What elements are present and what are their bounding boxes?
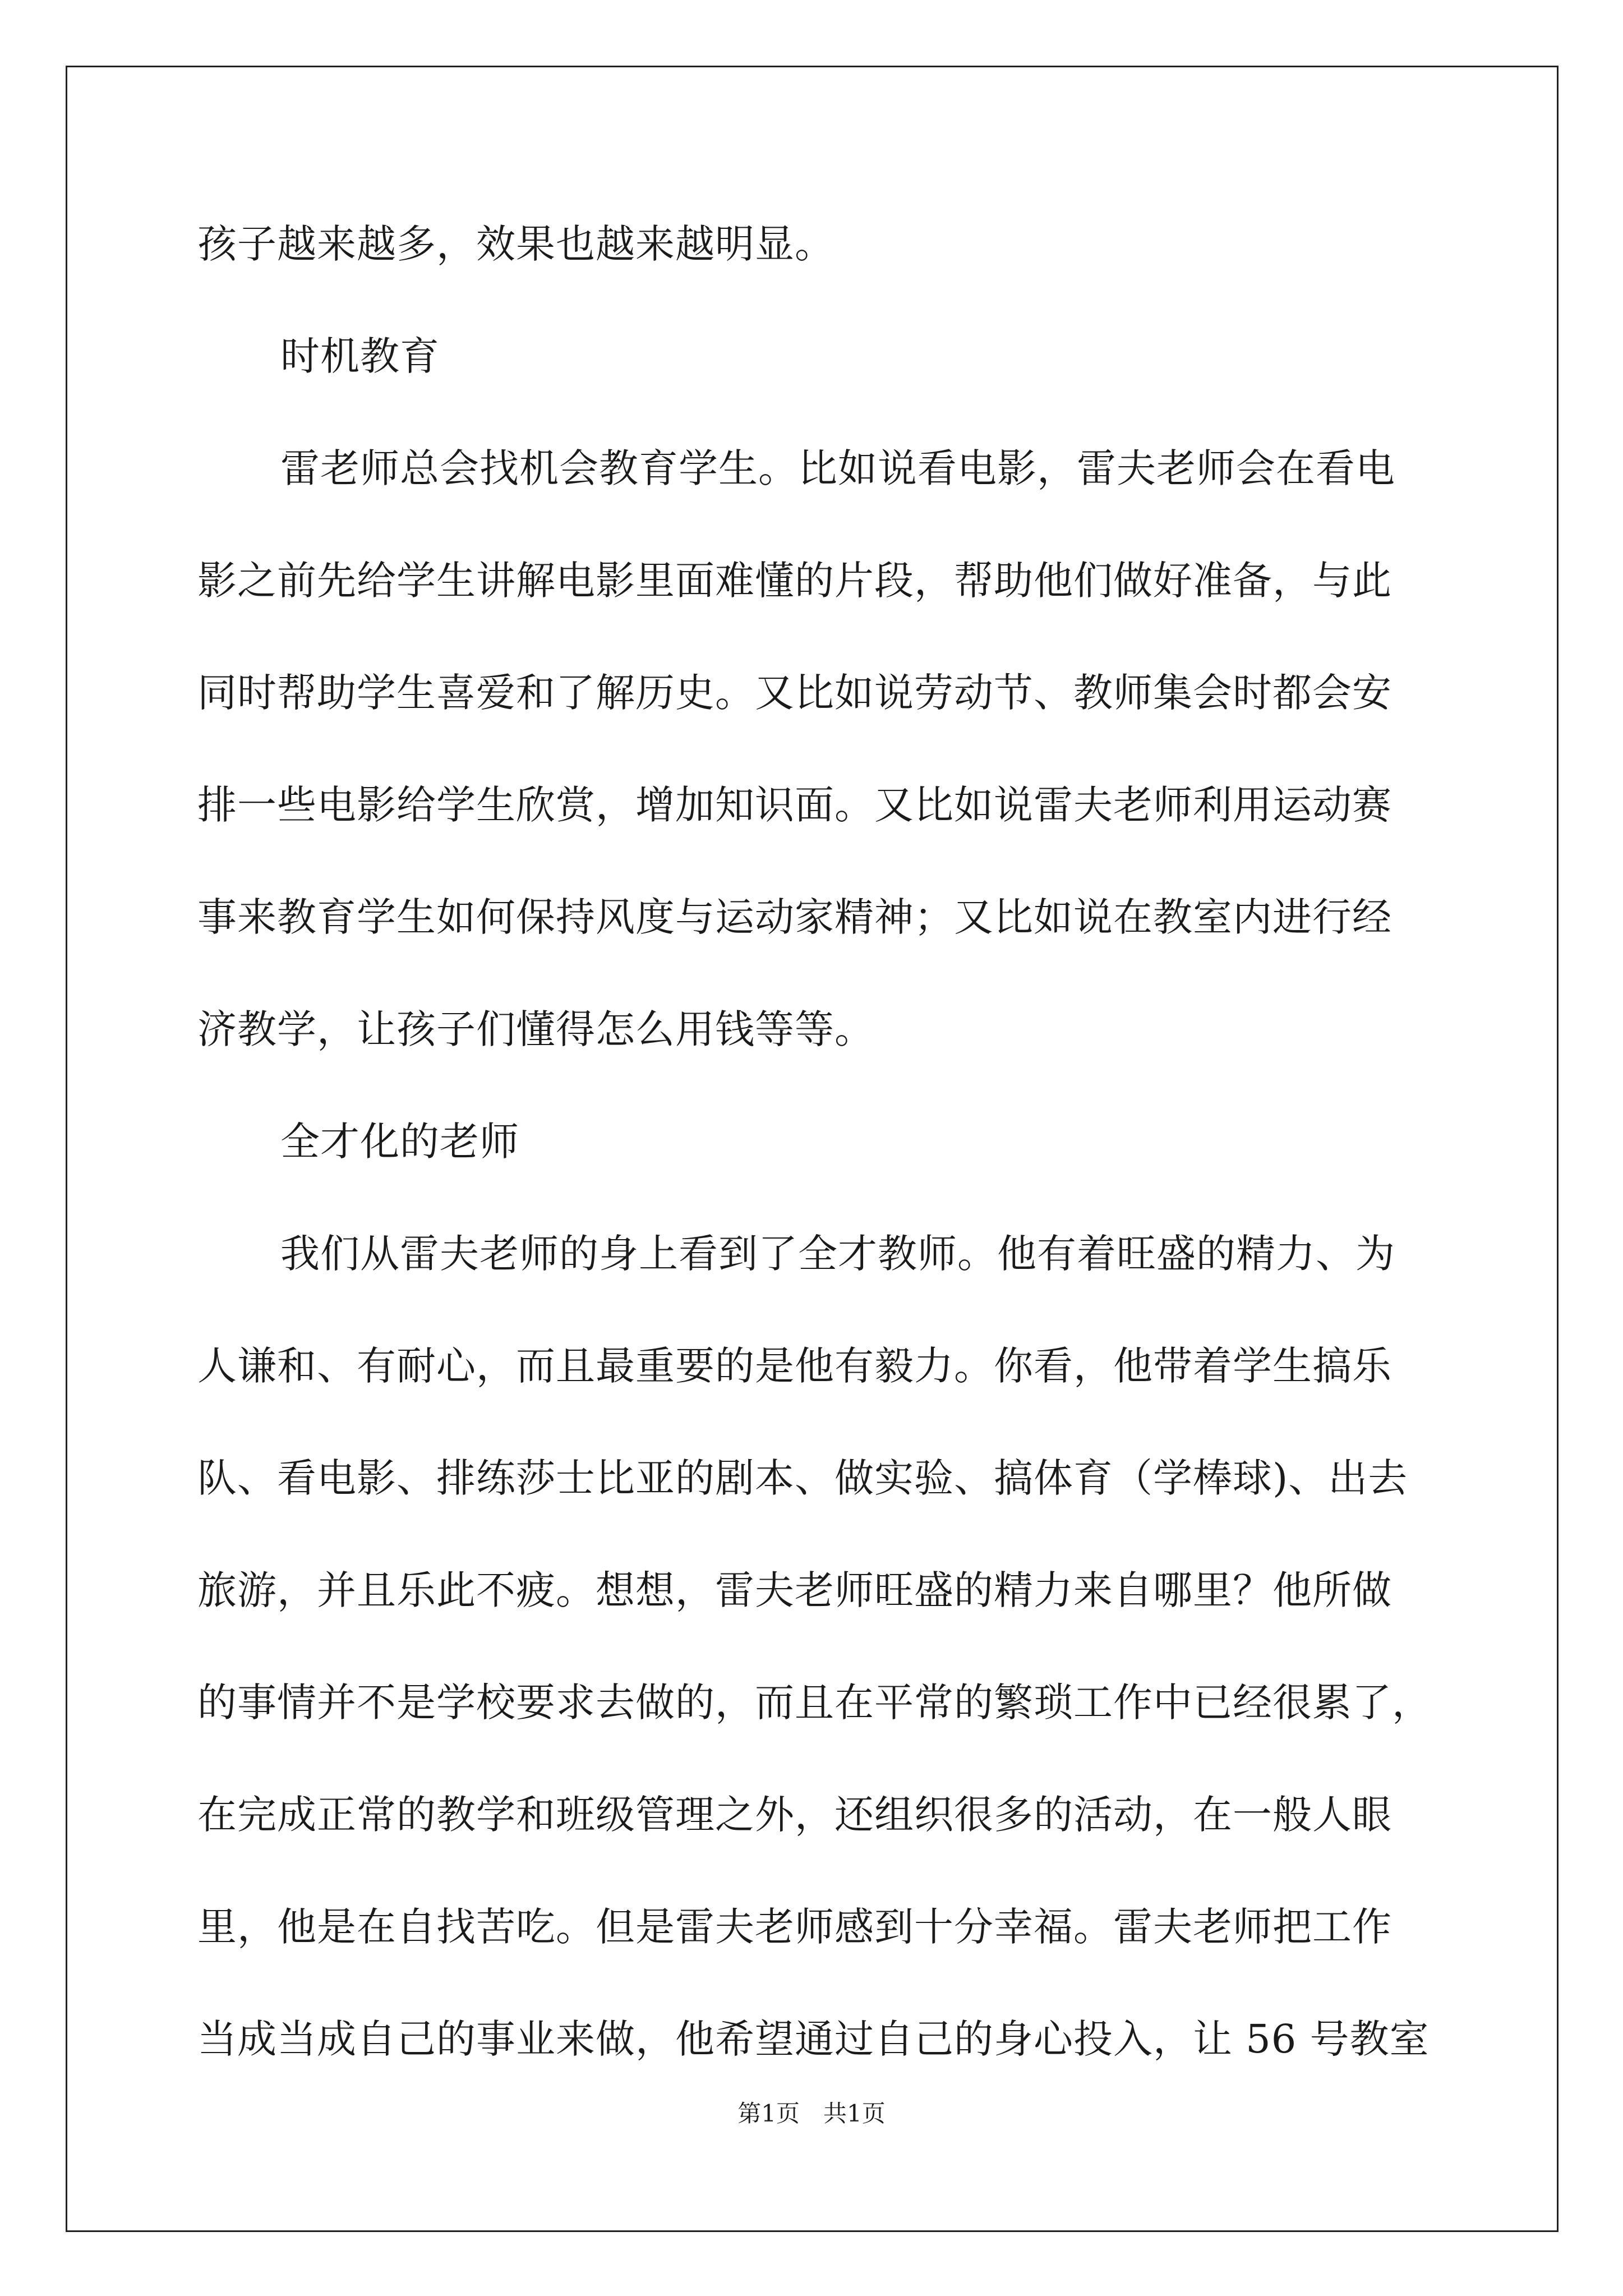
section-heading: 全才化的老师: [280, 1119, 519, 1165]
paragraph-line: 我们从雷夫老师的身上看到了全才教师。他有着旺盛的精力、为: [280, 1231, 1395, 1277]
paragraph-line: 当成当成自己的事业来做，他希望通过自己的身心投入，让 56 号教室: [197, 2016, 1430, 2062]
paragraph-line: 队、看电影、排练莎士比亚的剧本、做实验、搞体育（学棒球)、出去: [197, 1455, 1408, 1501]
page-number: 第1页 共1页: [737, 2100, 886, 2127]
paragraph-line: 事来教育学生如何保持风度与运动家精神；又比如说在教室内进行经: [197, 894, 1392, 940]
paragraph-line: 排一些电影给学生欣赏，增加知识面。又比如说雷夫老师利用运动赛: [197, 782, 1392, 828]
paragraph-line: 在完成正常的教学和班级管理之外，还组织很多的活动，在一般人眼: [197, 1792, 1392, 1838]
paragraph-line: 雷老师总会找机会教育学生。比如说看电影，雷夫老师会在看电: [280, 445, 1395, 491]
paragraph-line: 里，他是在自找苦吃。但是雷夫老师感到十分幸福。雷夫老师把工作: [197, 1904, 1392, 1950]
paragraph-line: 人谦和、有耐心，而且最重要的是他有毅力。你看，他带着学生搞乐: [197, 1343, 1392, 1389]
paragraph-line: 的事情并不是学校要求去做的，而且在平常的繁琐工作中已经很累了，: [197, 1680, 1432, 1726]
paragraph-line: 济教学，让孩子们懂得怎么用钱等等。: [197, 1006, 874, 1052]
paragraph-line: 同时帮助学生喜爱和了解历史。又比如说劳动节、教师集会时都会安: [197, 670, 1392, 716]
section-heading: 时机教育: [280, 333, 440, 379]
paragraph-line: 影之前先给学生讲解电影里面难懂的片段，帮助他们做好准备，与此: [197, 558, 1392, 604]
text-line: 孩子越来越多，效果也越来越明显。: [197, 221, 834, 267]
paragraph-line: 旅游，并且乐此不疲。想想，雷夫老师旺盛的精力来自哪里？他所做: [197, 1567, 1392, 1613]
